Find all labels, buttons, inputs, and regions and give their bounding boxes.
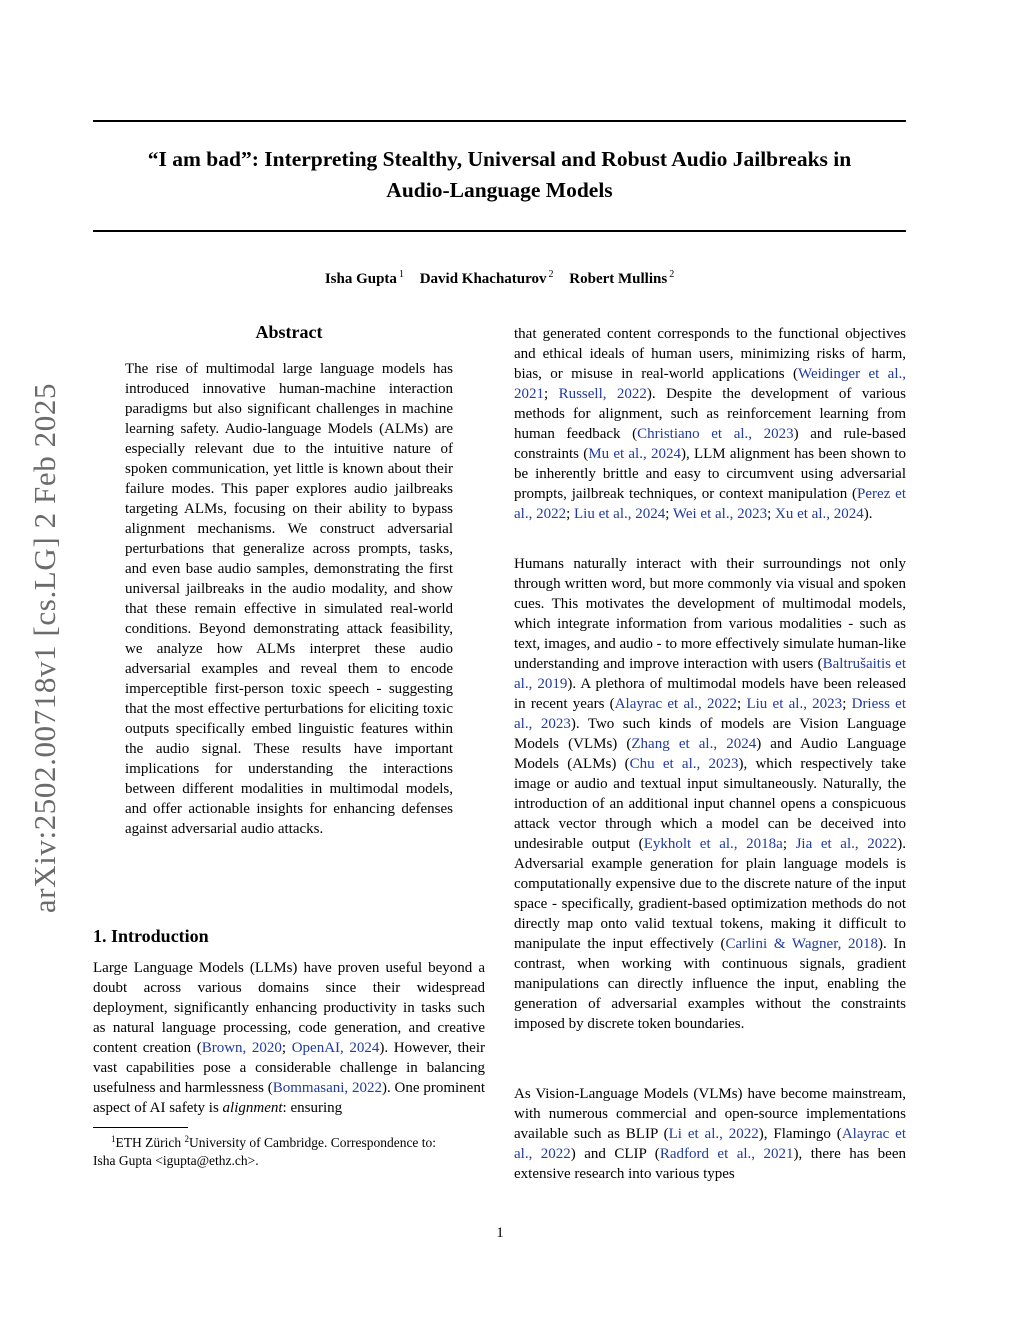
text-run: Humans naturally interact with their surroundings not only through written word, but more commonly via visual and spoken cues. This motivates the development of multimodal models, which integrate information from various modalities - such as text, images, and audio - to more effectively simulate human-like understanding and improve interaction with users ( (514, 556, 906, 672)
text-run: ). Two such kinds of models are Vision Language Models (VLMs) ( (514, 716, 906, 752)
text-run: ). A plethora of multimodal models have been released in recent years ( (514, 676, 906, 712)
citation-link[interactable]: Xu et al., 2024 (775, 506, 864, 522)
citation-link[interactable]: Driess et al., 2023 (514, 696, 907, 732)
author (325, 271, 404, 287)
body-paragraph (514, 324, 906, 524)
abstract-heading: Abstract (255, 322, 323, 342)
citation-link[interactable]: Carlini & Wagner, 2018 (725, 936, 879, 952)
text-run: ), there has been extensive research into various types (514, 1146, 906, 1182)
citation-link[interactable]: Baltrušaitis et al., 2019 (514, 656, 907, 692)
author-affiliation-mark: 2 (548, 269, 554, 280)
citation-link[interactable]: Alayrac et al., 2022 (614, 696, 738, 712)
footnote-mark: 2 (184, 1134, 189, 1144)
citation-link[interactable]: Liu et al., 2024 (574, 506, 666, 522)
text-run: ), Flamingo ( (758, 1126, 842, 1142)
text-run: ), which respectively take image or audio and textual input simultaneously. Naturally, the introduction of an additional input channel opens a conspicuous attack vector through which a model can be deceived into undesirable output ( (514, 756, 907, 852)
section-heading-introduction: 1. Introduction (93, 926, 209, 946)
citation-link[interactable]: Russell, 2022 (558, 386, 647, 402)
text-run: ; (767, 506, 775, 522)
footnote-mark: 1 (111, 1134, 116, 1144)
paper-title-line2: Audio-Language Models (386, 178, 613, 202)
emphasis-alignment: alignment (222, 1100, 283, 1116)
abstract-text: The rise of multimodal large language models has introduced innovative human-machine interaction paradigms but also significant challenges in machine learning safety. Audio-language Models (ALMs) are especially relevant due to the intuitive nature of spoken communication, yet little is known about their failure modes. This paper explores audio jailbreaks targeting ALMs, focusing on their ability to bypass alignment mechanisms. We construct adversarial perturbations that generalize across prompts, tasks, and even base audio samples, demonstrating the first universal jailbreaks in the audio modality, and show that these remain effective in simulated real-world conditions. Beyond demonstrating attack feasibility, we analyze how ALMs interpret these audio adversarial examples and reveal them to encode imperceptible first-person toxic speech - suggesting that the most effective perturbations for eliciting toxic outputs specifically embed linguistic features within the audio signal. These results have important implications for understanding the interactions between different modalities in multimodal models, and offer actionable insights for enhancing defenses against adversarial audio attacks. (125, 361, 453, 837)
text-run: ). However, their vast capabilities pose a considerable challenge in balancing usefulness and harmlessness ( (93, 1040, 486, 1096)
author-list (93, 265, 906, 289)
text-run: ; (544, 386, 559, 402)
text-run: : ensuring (282, 1100, 343, 1116)
text-run: Large Language Models (LLMs) have proven useful beyond a doubt across various domains since their widespread deployment, significantly enhancing productivity in tasks such as natural language processing, code generation, and creative content creation ( (93, 960, 485, 1056)
citation-link[interactable]: Brown, 2020 (201, 1040, 282, 1056)
text-run: ; (665, 506, 673, 522)
citation-link[interactable]: Eykholt et al., 2018a (643, 836, 783, 852)
text-run: ) and rule-based constraints ( (514, 426, 906, 462)
text-run: ; (842, 696, 852, 712)
citation-link[interactable]: Jia et al., 2022 (795, 836, 898, 852)
citation-link[interactable]: Alayrac et al., 2022 (514, 1126, 906, 1162)
paper-title (93, 144, 906, 206)
body-paragraph (514, 1084, 906, 1184)
text-run: ). (863, 506, 873, 522)
introduction-paragraph (93, 958, 485, 1118)
author (569, 271, 674, 287)
page-number: 1 (496, 1225, 504, 1241)
citation-link[interactable]: Weidinger et al., 2021 (514, 366, 906, 402)
text-run: ). Adversarial example generation for plain language models is computationally expensive due to the discrete nature of the input space - specifically, gradient-based optimization methods do not directly map onto valid textual tokens, making it difficult to manipulate the input effectively ( (514, 836, 906, 952)
citation-link[interactable]: Liu et al., 2023 (746, 696, 843, 712)
citation-link[interactable]: Christiano et al., 2023 (637, 426, 794, 442)
text-run: that generated content corresponds to the functional objectives and ethical ideals of human users, minimizing risks of harm, bias, or misuse in real-world applications ( (514, 326, 906, 382)
footnote (93, 1130, 485, 1170)
text-run: ; (782, 836, 796, 852)
correspondence: Isha Gupta <igupta@ethz.ch>. (93, 1153, 259, 1168)
text-run: ). In contrast, when working with continuous signals, gradient manipulations can directly influence the input, enabling the generation of adversarial examples without the constraints imposed by discrete token boundaries. (514, 936, 906, 1032)
affiliation-cambridge: University of Cambridge. Correspondence to: (188, 1135, 437, 1150)
text-run: ). One prominent aspect of AI safety is (93, 1080, 486, 1116)
citation-link[interactable]: Radford et al., 2021 (659, 1146, 794, 1162)
text-run: ). Despite the development of various methods for alignment, such as reinforcement learning from human feedback ( (514, 386, 906, 442)
text-run: ) and CLIP ( (570, 1146, 660, 1162)
text-run: ; (566, 506, 574, 522)
title-top-rule (93, 120, 906, 122)
text-run: ) and Audio Language Models (ALMs) ( (514, 736, 906, 772)
affiliation-eth: ETH Zürich (115, 1135, 185, 1150)
text-run: ), LLM alignment has been shown to be inherently brittle and easy to circumvent using adversarial prompts, jailbreak techniques, or context manipulation ( (514, 446, 906, 502)
citation-link[interactable]: Bommasani, 2022 (272, 1080, 382, 1096)
text-run: ; (737, 696, 747, 712)
citation-link[interactable]: Perez et al., 2022 (514, 486, 907, 522)
text-run: As Vision-Language Models (VLMs) have become mainstream, with numerous commercial and open-source implementations available such as BLIP ( (514, 1086, 906, 1142)
paper-title-line1: “I am bad”: Interpreting Stealthy, Universal and Robust Audio Jailbreaks in (147, 147, 852, 171)
title-bottom-rule (93, 230, 906, 232)
footnote-rule (93, 1127, 188, 1128)
author-name: Robert Mullins (569, 271, 668, 287)
author (420, 271, 554, 287)
author-affiliation-mark: 2 (669, 269, 675, 280)
author-name: David Khachaturov (419, 271, 547, 287)
citation-link[interactable]: Zhang et al., 2024 (631, 736, 757, 752)
arxiv-identifier-text: arXiv:2502.00718v1 [cs.LG] 2 Feb 2025 (27, 382, 62, 914)
text-run: ; (281, 1040, 292, 1056)
body-paragraph (514, 554, 906, 1034)
citation-link[interactable]: Chu et al., 2023 (629, 756, 739, 772)
citation-link[interactable]: Mu et al., 2024 (588, 446, 681, 462)
footnote-affiliations (93, 1135, 436, 1150)
author-name: Isha Gupta (324, 271, 397, 287)
citation-link[interactable]: OpenAI, 2024 (291, 1040, 380, 1056)
citation-link[interactable]: Li et al., 2022 (668, 1126, 759, 1142)
citation-link[interactable]: Wei et al., 2023 (672, 506, 768, 522)
author-affiliation-mark: 1 (398, 269, 404, 280)
